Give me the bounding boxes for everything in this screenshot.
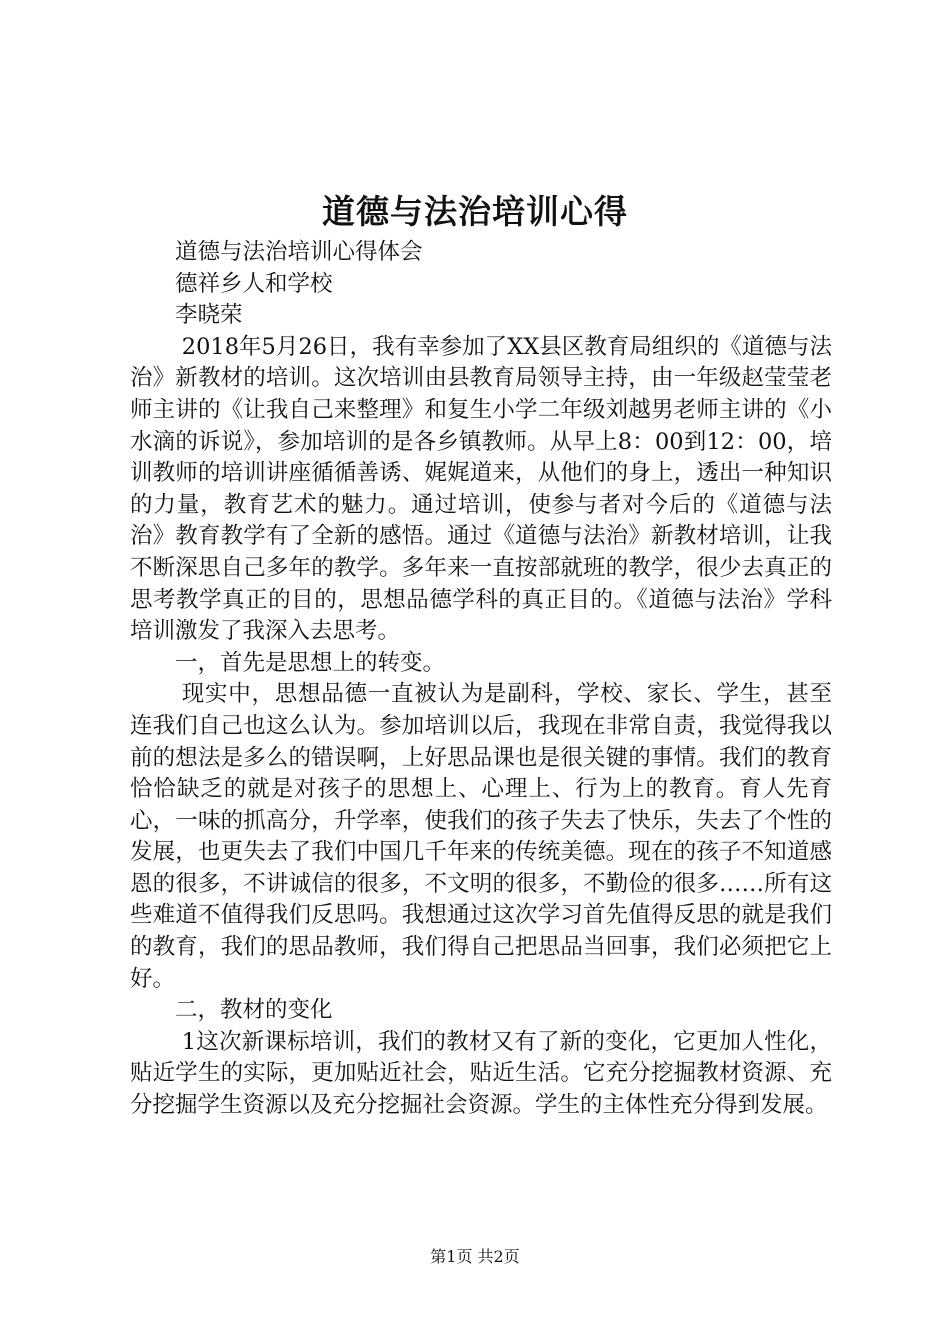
body-paragraph: 2018年5月26日，我有幸参加了XX县区教育局组织的《道德与法治》新教材的培训。这次培训由县教育局领导主持，由一年级赵莹莹老师主讲的《让我自己来整理》和复生小学二年级刘越男老师主讲的《小水滴的诉说》，参加培训的是各乡镇教师。从早上8：00到12：00，培训教师的培训讲座循循善诱、娓娓道来，从他们的身上，透出一种知识的力量，教育艺术的魅力。通过培训，使参与者对今后的《道德与法治》教育教学有了全新的感悟。通过《道德与法治》新教材培训，让我不断深思自己多年的教学。多年来一直按部就班的教学，很少去真正的思考教学真正的目的，思想品德学科的真正目的。《道德与法治》学科培训激发了我深入去思考。 [130, 333, 832, 645]
page-number-footer: 第1页 共2页 [430, 1247, 520, 1266]
subtitle: 道德与法治培训心得体会 [175, 239, 423, 265]
document-title: 道德与法治培训心得 [322, 192, 628, 231]
document-body [130, 237, 832, 1122]
school-name: 德祥乡人和学校 [175, 270, 333, 297]
section-heading: 一，首先是思想上的转变。 [175, 649, 446, 676]
body-paragraph: 1这次新课标培训，我们的教材又有了新的变化，它更加人性化，贴近学生的实际，更加贴近社会，贴近生活。它充分挖掘教材资源、充分挖掘学生资源以及充分挖掘社会资源。学生的主体性充分得到发展。 [130, 1028, 832, 1119]
section-heading: 二，教材的变化 [175, 997, 333, 1024]
body-paragraph: 现实中，思想品德一直被认为是副科，学校、家长、学生，甚至连我们自己也这么认为。参加培训以后，我现在非常自责，我觉得我以前的想法是多么的错误啊，上好思品课也是很关键的事情。我们的教育恰恰缺乏的就是对孩子的思想上、心理上、行为上的教育。育人先育心，一味的抓高分，升学率，使我们的孩子失去了快乐，失去了个性的发展，也更失去了我们中国几千年来的传统美德。现在的孩子不知道感恩的很多，不讲诚信的很多，不文明的很多，不勤俭的很多……所有这些难道不值得我们反思吗。我想通过这次学习首先值得反思的就是我们的教育，我们的思品教师，我们得自己把思品当回事，我们必须把它上好。 [130, 681, 832, 992]
author-name: 李晓荣 [175, 302, 243, 329]
